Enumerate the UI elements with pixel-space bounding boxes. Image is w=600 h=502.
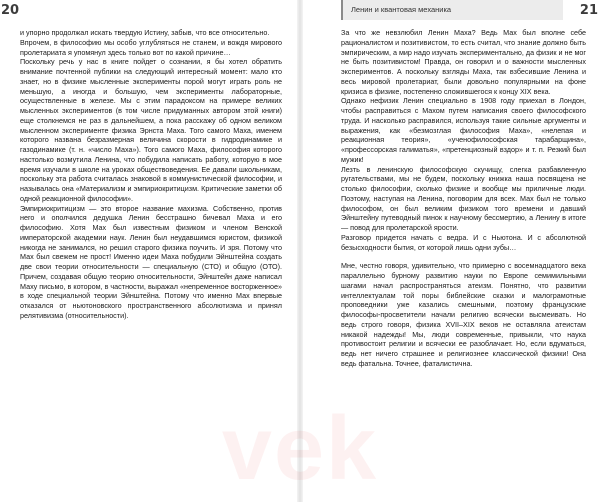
paragraph: Разговор придется начать с ведра. И с Ньютона. И с абсолютной безысходности бытия, от которой лишь одни зубы… xyxy=(341,232,586,252)
running-head: Ленин и квантовая механика xyxy=(341,0,563,20)
left-page-body xyxy=(20,28,282,321)
watermark: vek xyxy=(221,399,379,500)
paragraph: Лезть в ленинскую философскую скучищу, слегка разбавленную ругательствами, мы не будем, поскольку книжка наша посвящена не столько философии, сколько физике и вообще мы приличные люди. Поэтому, наступая на Ленина, поговорим для всех. Мах был не только философом, он был великим физиком того времени и давший Эйнштейну путеводный пинок к научному бессмертию, а Ленину в итоге — повод для пролетарской ярости. xyxy=(341,164,586,232)
left-page xyxy=(0,0,297,502)
paragraph: Мне, честно говоря, удивительно, что примерно с восемнадцатого века параллельно бурному развитию науки по Европе семимильными шагами начал распространяться атеизм. Понятно, что развитии интеллектуалам той поры библейские сказки и малограмотные проповедники уже казались смешными, поэтому французские философы-просветители начали религию всячески высмеивать. Но ведь строго говоря, физика XVII–XIX веков не оставляла атеистам никакой надежды! Мы, люди современные, привыкли, что наука противостоит религии и всячески ее разоблачает. Но, если вдуматься, ведь нет ничего страшнее и религиознее классической физики! Она ведь фатальна. Точнее, фаталистична. xyxy=(341,261,586,368)
paragraph: Поскольку речь у нас в книге пойдет о сознании, я бы хотел обратить внимание почтенной публики на следующий интересный момент: мало кто знает, но в физике мысленные эксперименты порой могут играть роль не меньшую, а иногда и большую, чем эксперименты лабораторные, осуществленные в железе. Мы с этим парадоксом на примере великих мысленных экспериментов (в том числе придуманных автором этой книги) еще столкнемся не раз в дальнейшем, а пока расскажу об одном великом мысленном эксперименте физика Эрнста Маха. Того самого Маха, именем которого названа безразмерная величина скорости в гидродинамике и газодинамике (т. н. «число Маха»). Того самого Маха, философия которого настолько возмутила Ленина, что побудила написать работу, которую в мое время изучали в школе на уроках обществоведения. Ее давали школьникам, поскольку эта работа считалась знаковой в коммунистической философии, и называлась она «Материализм и эмпириокритицизм. Критические заметки об одной реакционной философии». xyxy=(20,57,282,203)
right-page xyxy=(303,0,600,502)
paragraph: Эмпириокритицизм — это второе название махизма. Собственно, против него и ополчился дедушка Ленин бесстрашно бичевал Маха и его философию. Хотя Мах был известным физиком и членом Венской императорской академии наук. Ленин был неудавшимся юристом, физикой никогда не занимался, но решил старого физика поучить. И зря. Потому что Мах был свежем не прост! Именно идеи Маха побудили Эйнштейна создать две свои теории относительности — специальную (СТО) и общую (ОТО). Причем, создавая общую теорию относительности, Эйнштейн даже написал Маху письмо, в котором, в частности, выражал «непременное восторженное» в ходе специальной теории Эйнштейна. Потому что именно Мах впервые отказался от ньютоновского пространственного абсолютизма и принял релятивизма (относительности). xyxy=(20,203,282,320)
paragraph: и упорно продолжал искать твердую Истину, забыв, что все относительно. xyxy=(20,28,270,37)
paragraph: Впрочем, в философию мы особо углубляться не станем, и вождя мирового пролетариата я упомянул здесь только вот по какой причине… xyxy=(20,37,282,57)
right-page-body xyxy=(341,28,586,369)
page-number-left: 20 xyxy=(1,3,20,18)
section-break xyxy=(341,252,586,261)
paragraph: Однако нефизик Ленин специально в 1908 году приехал в Лондон, чтобы расправиться с Махом путем написания своего философского труда. И насколько расправился, используя такие сильные аргументы и выражения, как «безмозглая философия Маха», «нелепая и реакционная теория», «ученофилософская тарабарщина», «профессорская галиматья», «претенциозный вздор» и т. п. Резкий был мужик! xyxy=(341,96,586,164)
page-number-right: 21 xyxy=(579,3,598,18)
paragraph: За что же невзлюбил Ленин Маха? Ведь Мах был вполне себе рационалистом и позитивистом, то есть считал, что знание должно быть эмпирическим, а мир надо изучать экспериментально, да физик и не мог не быть позитивистом! Правда, он говорил и о важности мысленных экспериментов. А поскольку взгляды Маха, так взбесившие Ленина и весь мировой пролетариат, были довольно популярными на фоне кризиса в физике, постепенно сложившегося к концу XIX века. xyxy=(341,28,587,96)
